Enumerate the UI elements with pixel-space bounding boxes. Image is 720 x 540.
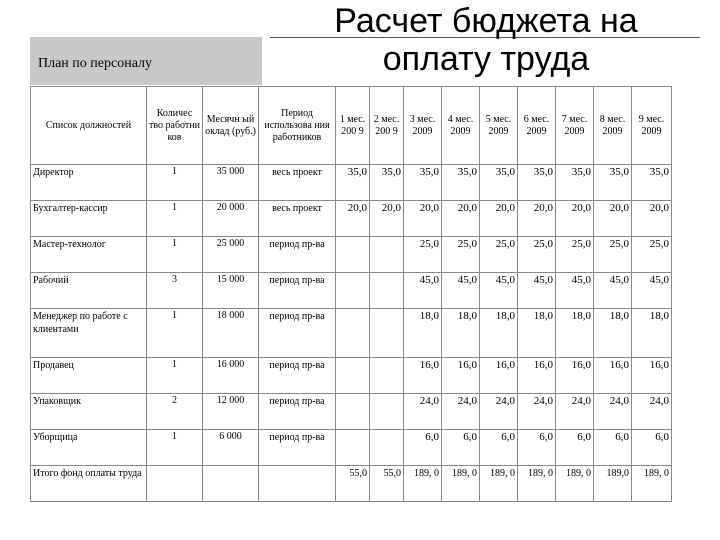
employee-count: 1 bbox=[147, 358, 203, 394]
header-month-2: 2 мес. 200 9 bbox=[370, 87, 404, 165]
usage-period: период пр-ва bbox=[259, 309, 336, 358]
employee-count: 2 bbox=[147, 394, 203, 430]
month-value: 6,0 bbox=[442, 430, 480, 466]
total-count bbox=[147, 466, 203, 502]
month-value: 45,0 bbox=[404, 273, 442, 309]
month-value: 20,0 bbox=[632, 201, 672, 237]
monthly-salary: 18 000 bbox=[203, 309, 259, 358]
position-name: Рабочий bbox=[31, 273, 147, 309]
month-value: 6,0 bbox=[404, 430, 442, 466]
monthly-salary: 25 000 bbox=[203, 237, 259, 273]
header-month-4: 4 мес. 2009 bbox=[442, 87, 480, 165]
monthly-salary: 35 000 bbox=[203, 165, 259, 201]
table-row bbox=[31, 201, 672, 237]
month-value: 20,0 bbox=[556, 201, 594, 237]
month-value: 35,0 bbox=[518, 165, 556, 201]
position-name: Менеджер по работе с клиентами bbox=[31, 309, 147, 358]
month-value bbox=[370, 430, 404, 466]
header-list: Список должностей bbox=[31, 87, 147, 165]
month-value: 35,0 bbox=[442, 165, 480, 201]
month-value bbox=[370, 273, 404, 309]
total-month-value: 189,0 bbox=[594, 466, 632, 502]
total-month-value: 189, 0 bbox=[480, 466, 518, 502]
month-value: 16,0 bbox=[518, 358, 556, 394]
month-value bbox=[336, 273, 370, 309]
monthly-salary: 15 000 bbox=[203, 273, 259, 309]
month-value: 35,0 bbox=[556, 165, 594, 201]
total-label: Итого фонд оплаты труда bbox=[31, 466, 147, 502]
month-value: 25,0 bbox=[518, 237, 556, 273]
month-value: 18,0 bbox=[556, 309, 594, 358]
month-value: 6,0 bbox=[556, 430, 594, 466]
month-value: 16,0 bbox=[404, 358, 442, 394]
position-name: Уборщица bbox=[31, 430, 147, 466]
month-value: 18,0 bbox=[480, 309, 518, 358]
total-row bbox=[31, 466, 672, 502]
month-value: 20,0 bbox=[594, 201, 632, 237]
month-value: 18,0 bbox=[594, 309, 632, 358]
month-value: 25,0 bbox=[594, 237, 632, 273]
month-value: 24,0 bbox=[404, 394, 442, 430]
header-month-5: 5 мес. 2009 bbox=[480, 87, 518, 165]
header-month-8: 8 мес. 2009 bbox=[594, 87, 632, 165]
month-value bbox=[370, 394, 404, 430]
month-value: 45,0 bbox=[556, 273, 594, 309]
month-value: 35,0 bbox=[336, 165, 370, 201]
month-value: 35,0 bbox=[632, 165, 672, 201]
month-value bbox=[336, 430, 370, 466]
month-value: 45,0 bbox=[480, 273, 518, 309]
header-month-3: 3 мес. 2009 bbox=[404, 87, 442, 165]
header-month-6: 6 мес. 2009 bbox=[518, 87, 556, 165]
position-name: Бухгалтер-кассир bbox=[31, 201, 147, 237]
position-name: Директор bbox=[31, 165, 147, 201]
table-row bbox=[31, 273, 672, 309]
header-month-9: 9 мес. 2009 bbox=[632, 87, 672, 165]
monthly-salary: 12 000 bbox=[203, 394, 259, 430]
month-value: 24,0 bbox=[442, 394, 480, 430]
total-month-value: 189, 0 bbox=[518, 466, 556, 502]
month-value: 18,0 bbox=[518, 309, 556, 358]
month-value: 20,0 bbox=[404, 201, 442, 237]
table-row bbox=[31, 237, 672, 273]
month-value: 18,0 bbox=[404, 309, 442, 358]
month-value: 16,0 bbox=[594, 358, 632, 394]
month-value: 16,0 bbox=[442, 358, 480, 394]
month-value: 6,0 bbox=[594, 430, 632, 466]
month-value: 20,0 bbox=[370, 201, 404, 237]
table-row bbox=[31, 309, 672, 358]
month-value: 20,0 bbox=[480, 201, 518, 237]
month-value bbox=[336, 358, 370, 394]
usage-period: период пр-ва bbox=[259, 394, 336, 430]
month-value: 20,0 bbox=[442, 201, 480, 237]
month-value: 45,0 bbox=[632, 273, 672, 309]
header-row bbox=[31, 87, 672, 165]
month-value: 18,0 bbox=[442, 309, 480, 358]
employee-count: 1 bbox=[147, 309, 203, 358]
employee-count: 1 bbox=[147, 237, 203, 273]
month-value: 35,0 bbox=[480, 165, 518, 201]
month-value: 45,0 bbox=[442, 273, 480, 309]
month-value bbox=[336, 309, 370, 358]
header-period: Период использова ния работников bbox=[259, 87, 336, 165]
usage-period: период пр-ва bbox=[259, 273, 336, 309]
month-value bbox=[336, 394, 370, 430]
month-value: 45,0 bbox=[518, 273, 556, 309]
month-value: 25,0 bbox=[404, 237, 442, 273]
month-value: 24,0 bbox=[632, 394, 672, 430]
month-value: 16,0 bbox=[632, 358, 672, 394]
month-value bbox=[370, 358, 404, 394]
month-value: 6,0 bbox=[518, 430, 556, 466]
table-row bbox=[31, 394, 672, 430]
month-value: 16,0 bbox=[556, 358, 594, 394]
employee-count: 1 bbox=[147, 201, 203, 237]
total-month-value: 55,0 bbox=[370, 466, 404, 502]
month-value: 24,0 bbox=[594, 394, 632, 430]
section-label: План по персоналу bbox=[38, 56, 153, 71]
total-month-value: 189, 0 bbox=[404, 466, 442, 502]
month-value bbox=[370, 309, 404, 358]
monthly-salary: 16 000 bbox=[203, 358, 259, 394]
header-month-7: 7 мес. 2009 bbox=[556, 87, 594, 165]
usage-period: весь проект bbox=[259, 165, 336, 201]
total-salary bbox=[203, 466, 259, 502]
month-value: 35,0 bbox=[370, 165, 404, 201]
month-value: 24,0 bbox=[556, 394, 594, 430]
total-period bbox=[259, 466, 336, 502]
total-month-value: 189, 0 bbox=[632, 466, 672, 502]
month-value: 35,0 bbox=[594, 165, 632, 201]
month-value: 45,0 bbox=[594, 273, 632, 309]
month-value: 24,0 bbox=[518, 394, 556, 430]
header-count: Количес тво работни ков bbox=[147, 87, 203, 165]
position-name: Упаковщик bbox=[31, 394, 147, 430]
table-row bbox=[31, 358, 672, 394]
month-value: 25,0 bbox=[442, 237, 480, 273]
employee-count: 1 bbox=[147, 430, 203, 466]
monthly-salary: 6 000 bbox=[203, 430, 259, 466]
month-value: 18,0 bbox=[632, 309, 672, 358]
month-value bbox=[370, 237, 404, 273]
usage-period: период пр-ва bbox=[259, 237, 336, 273]
month-value: 20,0 bbox=[336, 201, 370, 237]
header-salary: Месячн ый оклад (руб.) bbox=[203, 87, 259, 165]
total-month-value: 55,0 bbox=[336, 466, 370, 502]
month-value: 35,0 bbox=[404, 165, 442, 201]
usage-period: период пр-ва bbox=[259, 358, 336, 394]
month-value: 25,0 bbox=[480, 237, 518, 273]
total-month-value: 189, 0 bbox=[556, 466, 594, 502]
month-value: 16,0 bbox=[480, 358, 518, 394]
month-value bbox=[336, 237, 370, 273]
month-value: 24,0 bbox=[480, 394, 518, 430]
position-name: Мастер-технолог bbox=[31, 237, 147, 273]
usage-period: период пр-ва bbox=[259, 430, 336, 466]
employee-count: 3 bbox=[147, 273, 203, 309]
table-row bbox=[31, 430, 672, 466]
usage-period: весь проект bbox=[259, 201, 336, 237]
position-name: Продавец bbox=[31, 358, 147, 394]
month-value: 6,0 bbox=[480, 430, 518, 466]
employee-count: 1 bbox=[147, 165, 203, 201]
budget-table bbox=[30, 86, 672, 502]
page-title: Расчет бюджета на оплату труда bbox=[334, 2, 638, 78]
header-month-1: 1 мес. 200 9 bbox=[336, 87, 370, 165]
table-row bbox=[31, 165, 672, 201]
month-value: 25,0 bbox=[632, 237, 672, 273]
month-value: 20,0 bbox=[518, 201, 556, 237]
total-month-value: 189, 0 bbox=[442, 466, 480, 502]
month-value: 25,0 bbox=[556, 237, 594, 273]
month-value: 6,0 bbox=[632, 430, 672, 466]
monthly-salary: 20 000 bbox=[203, 201, 259, 237]
